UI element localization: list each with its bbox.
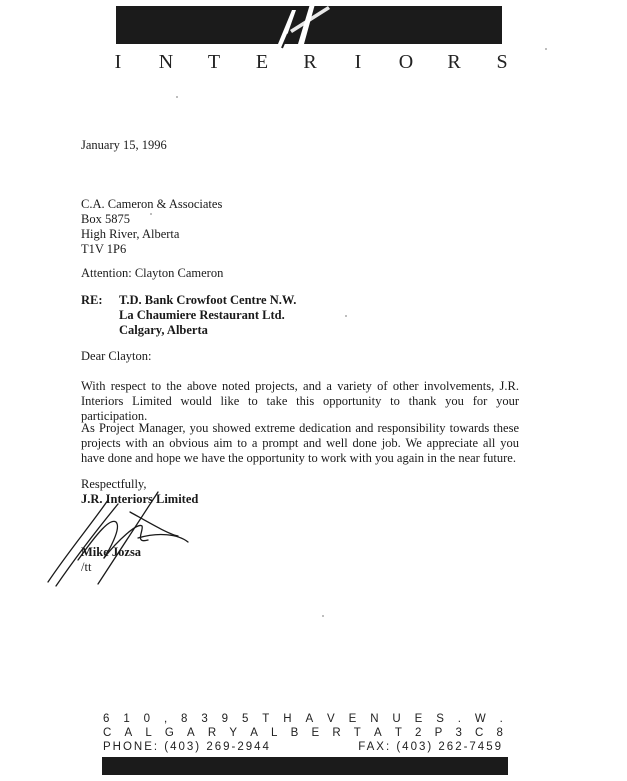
scan-speck xyxy=(322,615,324,617)
footer-char: . xyxy=(457,713,461,725)
brand-letter: R xyxy=(303,51,317,73)
footer-fax: FAX: (403) 262-7459 xyxy=(358,741,503,753)
brand-letter: I xyxy=(354,51,362,73)
letter-date: January 15, 1996 xyxy=(81,138,167,152)
recipient-box: Box 5875 xyxy=(81,212,130,226)
recipient-postal: T1V 1P6 xyxy=(81,242,127,256)
footer-char: R xyxy=(207,727,217,739)
re-line: T.D. Bank Crowfoot Centre N.W. xyxy=(119,293,297,307)
footer-char: 9 xyxy=(221,713,229,725)
footer-char: T xyxy=(262,713,270,725)
footer-char: S xyxy=(436,713,444,725)
footer-char: 6 xyxy=(103,713,110,725)
footer-address-line-2 xyxy=(103,726,503,740)
closing: Respectfully, xyxy=(81,477,147,491)
footer-bar xyxy=(102,757,508,775)
footer-char: G xyxy=(164,727,174,739)
footer-char: . xyxy=(499,713,503,725)
footer-char: W xyxy=(474,713,486,725)
footer-char: A xyxy=(374,727,382,739)
footer-char: T xyxy=(394,727,402,739)
brand-letter: T xyxy=(207,51,221,73)
footer-char: E xyxy=(348,713,357,725)
logo-mark xyxy=(268,0,338,52)
salutation: Dear Clayton: xyxy=(81,349,152,363)
brand-name xyxy=(110,51,510,77)
re-line: La Chaumiere Restaurant Ltd. xyxy=(119,308,285,322)
brand-letter: N xyxy=(158,51,174,73)
footer-char: A xyxy=(305,713,314,725)
footer-char: 8 xyxy=(496,727,503,739)
scan-speck xyxy=(545,48,547,50)
recipient-company: C.A. Cameron & Associates xyxy=(81,197,223,211)
footer-char: 3 xyxy=(201,713,208,725)
footer-char: L xyxy=(145,727,152,739)
footer-address-line-1 xyxy=(103,712,503,726)
brand-letter: O xyxy=(398,51,414,73)
body-paragraph: With respect to the above noted projects, and a variety of other involvements, J.R. Interiors Limited would like to take this opportunity to thank you for your participation. xyxy=(81,379,519,423)
body-paragraph: As Project Manager, you showed extreme dedication and responsibility towards these projects with an obvious aim to a prompt and well done job. We appreciate all you have done and hope we have the opportunity to work with you again in the near future. xyxy=(81,421,519,465)
footer-char: 5 xyxy=(241,713,249,725)
footer-char: , xyxy=(163,713,168,725)
footer-char: A xyxy=(187,727,195,739)
brand-letter: I xyxy=(114,51,122,73)
scan-speck xyxy=(176,96,178,98)
footer-char: 3 xyxy=(455,727,462,739)
recipient-address xyxy=(81,197,222,257)
typist-initials: /tt xyxy=(81,560,92,574)
footer-char: P xyxy=(434,727,443,739)
company-signoff: J.R. Interiors Limited xyxy=(81,492,199,506)
re-subject xyxy=(119,293,296,338)
footer-char: L xyxy=(271,727,278,739)
signer-name: Mike Jozsa xyxy=(81,545,142,559)
footer-char: T xyxy=(353,727,361,739)
footer-char: A xyxy=(250,727,258,739)
brand-letter: S xyxy=(496,51,508,73)
signer-block xyxy=(81,545,141,575)
footer-char: C xyxy=(475,727,484,739)
footer-char: 2 xyxy=(415,727,422,739)
footer-phone: PHONE: (403) 269-2944 xyxy=(103,741,271,753)
footer-char: N xyxy=(370,713,379,725)
footer-char: 1 xyxy=(123,713,130,725)
footer-char: E xyxy=(414,713,423,725)
attention-line: Attention: Clayton Cameron xyxy=(81,266,224,280)
scan-speck xyxy=(345,315,347,317)
brand-letter: R xyxy=(447,51,461,73)
footer-char: Y xyxy=(229,727,238,739)
footer-contact-line xyxy=(103,740,503,754)
scan-speck xyxy=(150,213,152,215)
re-line: Calgary, Alberta xyxy=(119,323,208,337)
recipient-city: High River, Alberta xyxy=(81,227,180,241)
footer-char: H xyxy=(283,713,292,725)
brand-letter: E xyxy=(255,51,269,73)
footer-char: R xyxy=(332,727,341,739)
footer-char: V xyxy=(327,713,335,725)
footer-char: A xyxy=(124,727,133,739)
footer-char: B xyxy=(290,727,299,739)
re-label: RE: xyxy=(81,293,103,307)
footer-char: 0 xyxy=(143,713,151,725)
footer-char: C xyxy=(103,727,112,739)
footer-char: U xyxy=(392,713,401,725)
letterhead-footer xyxy=(103,712,503,754)
footer-char: E xyxy=(311,727,320,739)
handwritten-signature xyxy=(38,482,208,592)
footer-char: 8 xyxy=(181,713,188,725)
